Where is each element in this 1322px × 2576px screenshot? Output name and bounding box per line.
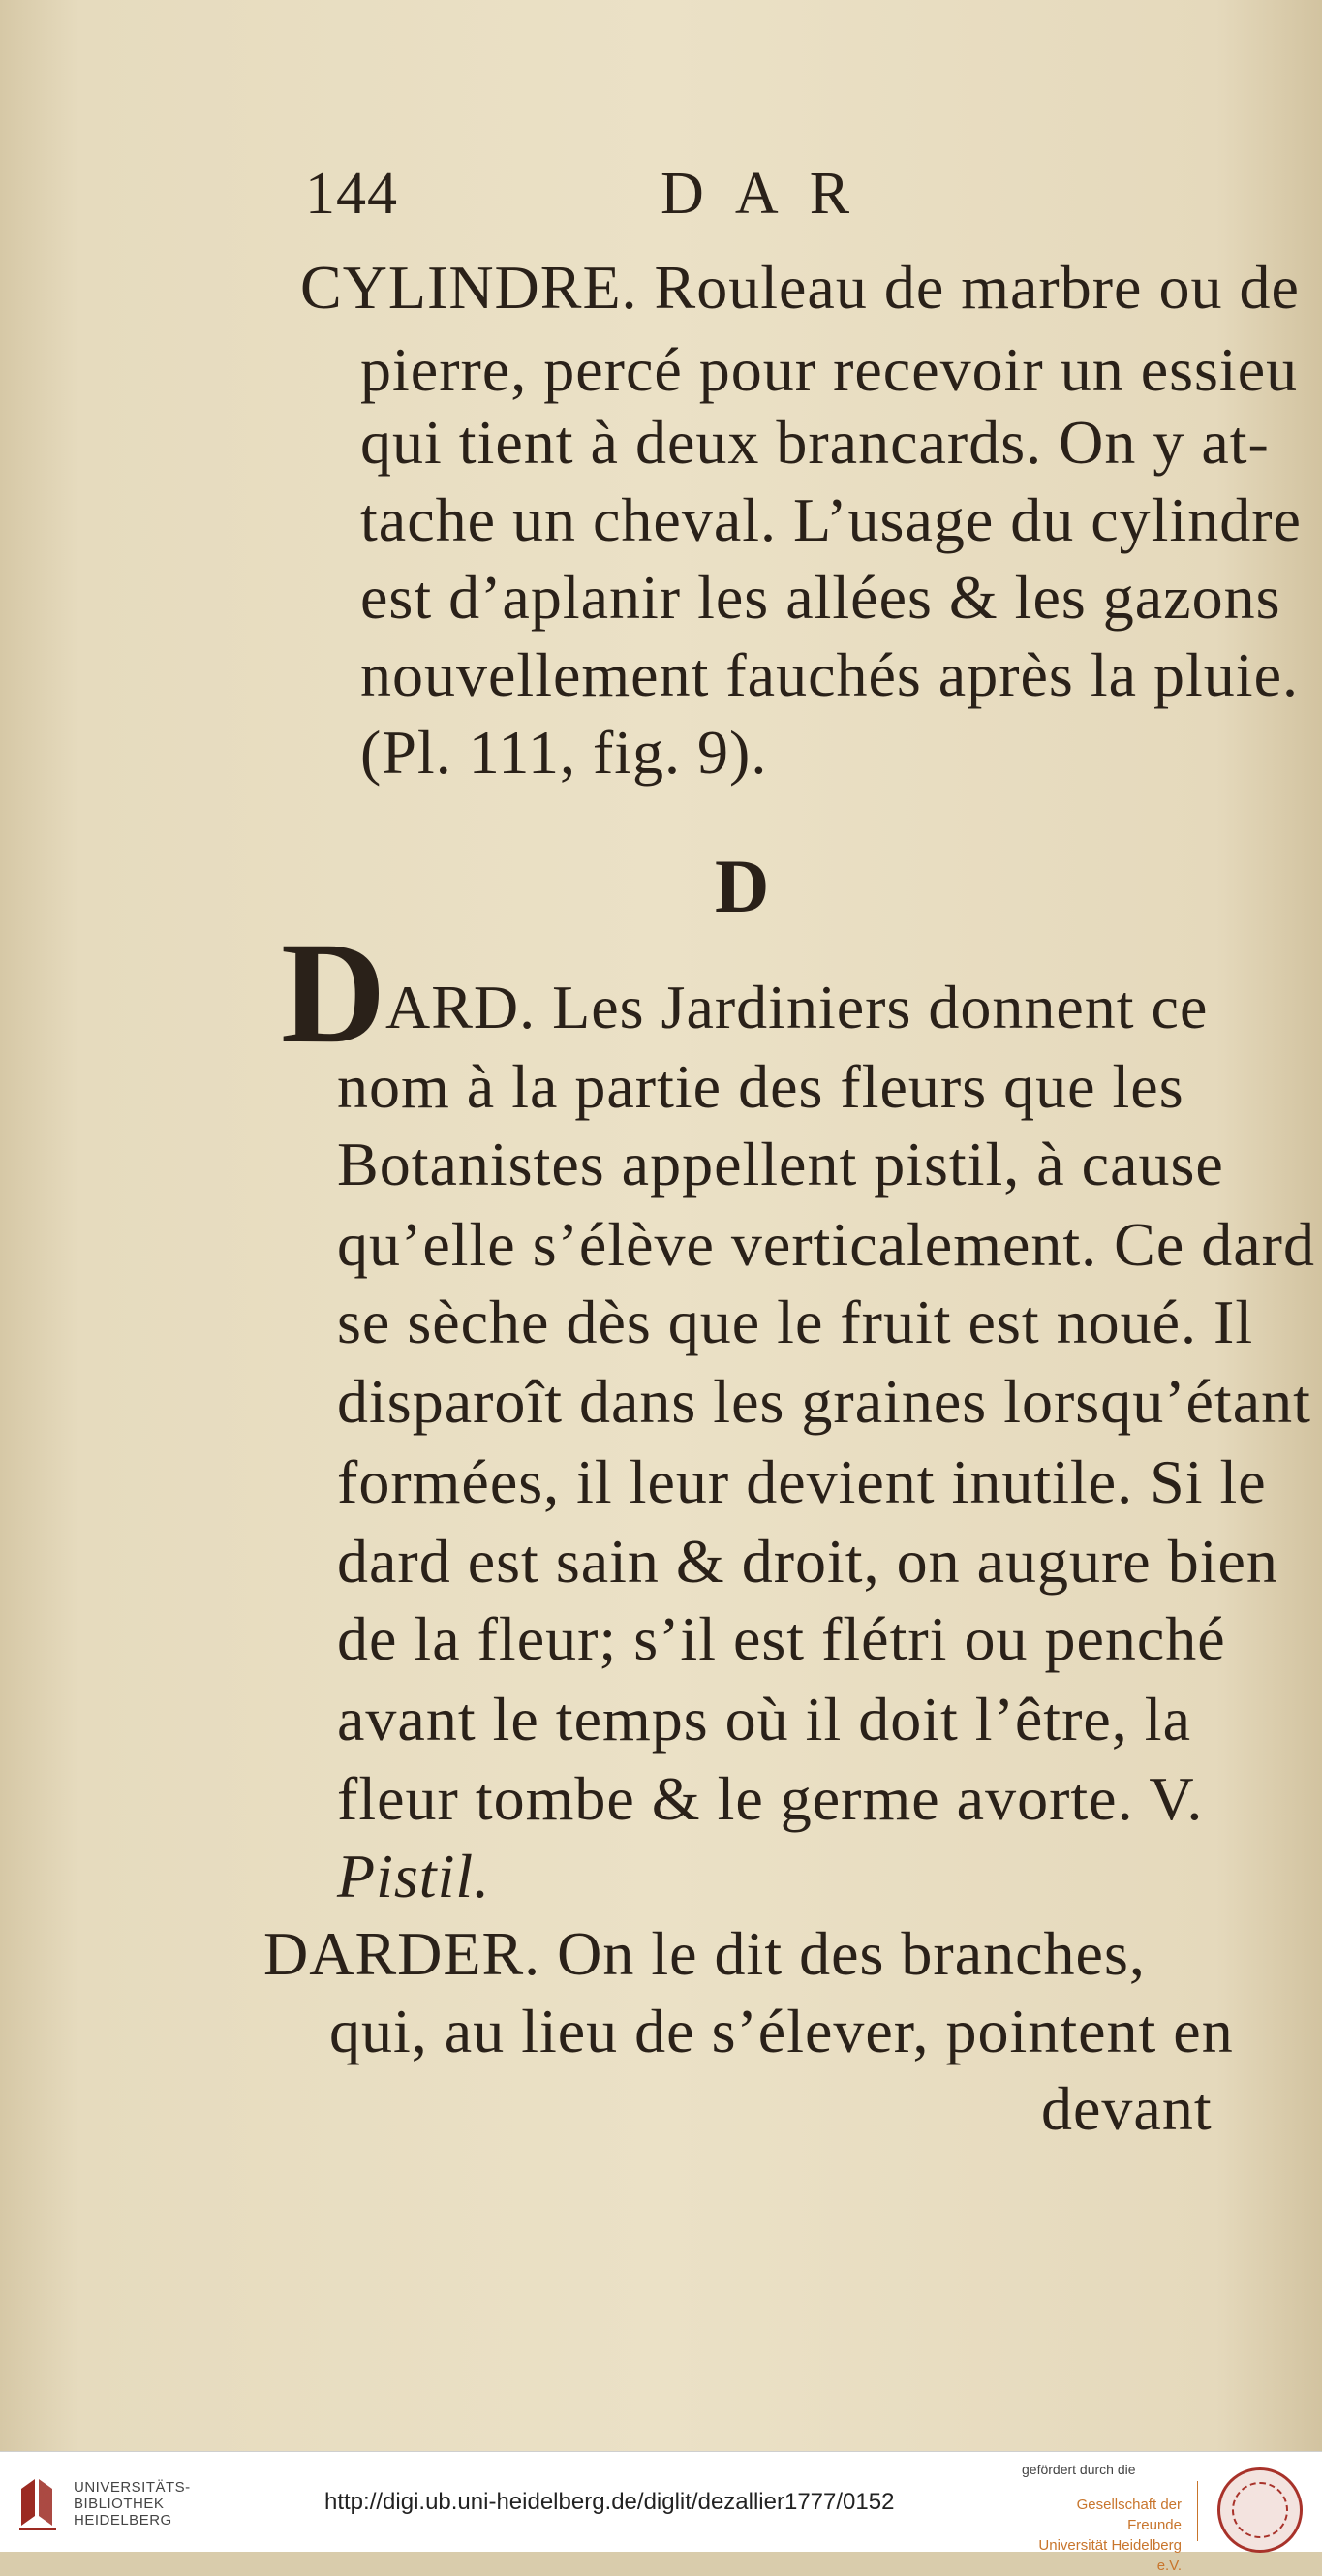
cylindre-line-2: pierre, percé pour recevoir un essieu bbox=[360, 335, 1299, 404]
darder-line-2: qui, au lieu de s’élever, pointent en bbox=[329, 1997, 1234, 2065]
society-name bbox=[1022, 2495, 1182, 2576]
permalink-url[interactable]: http://digi.ub.uni-heidelberg.de/diglit/dezallier1777/0152 bbox=[324, 2489, 895, 2515]
seal-inner-ring bbox=[1232, 2482, 1288, 2538]
society-name-line-1: Gesellschaft der Freunde bbox=[1076, 2497, 1182, 2533]
cylindre-line-6: nouvellement fauchés après la pluie. bbox=[360, 640, 1299, 709]
dard-line-10: avant le temps où il doit l’être, la bbox=[337, 1685, 1191, 1754]
dard-line-1: ARD. Les Jardiniers donnent ce bbox=[385, 973, 1209, 1041]
drop-cap: D bbox=[281, 913, 386, 1073]
dard-line-9: de la fleur; s’il est flétri ou penché bbox=[337, 1604, 1226, 1673]
university-library-logo-icon bbox=[14, 2473, 62, 2531]
library-name-line-2: BIBLIOTHEK bbox=[74, 2496, 165, 2512]
library-name-line-3: HEIDELBERG bbox=[74, 2512, 172, 2529]
running-title: D A R bbox=[661, 161, 860, 227]
cylindre-line-1: CYLINDRE. Rouleau de marbre ou de bbox=[300, 253, 1300, 322]
dard-line-2: nom à la partie des fleurs que les bbox=[337, 1052, 1184, 1121]
footer-bar bbox=[0, 2451, 1322, 2574]
cylindre-line-5: est d’aplanir les allées & les gazons bbox=[360, 563, 1281, 632]
cylindre-line-7: (Pl. 111, fig. 9). bbox=[360, 718, 768, 787]
funded-by-label: gefördert durch die bbox=[1022, 2462, 1136, 2477]
footer-divider bbox=[1197, 2481, 1198, 2541]
darder-line-1: DARDER. On le dit des branches, bbox=[263, 1919, 1146, 1988]
cylindre-line-4: tache un cheval. L’usage du cylindre bbox=[360, 485, 1302, 554]
dard-line-3: Botanistes appellent pistil, à cause bbox=[337, 1130, 1224, 1198]
dard-line-7: formées, il leur devient inutile. Si le bbox=[337, 1447, 1267, 1516]
page-number: 144 bbox=[305, 161, 398, 227]
section-letter: D bbox=[715, 844, 770, 928]
dard-line-4: qu’elle s’élève verticalement. Ce dard bbox=[337, 1210, 1315, 1279]
library-name-line-1: UNIVERSITÄTS- bbox=[74, 2479, 191, 2496]
dard-line-8: dard est sain & droit, on augure bien bbox=[337, 1527, 1278, 1596]
library-name bbox=[74, 2479, 191, 2529]
dard-line-5: se sèche dès que le fruit est noué. Il bbox=[337, 1288, 1254, 1356]
catchword: devant bbox=[1041, 2074, 1213, 2143]
dard-line-6: disparoît dans les graines lorsqu’étant bbox=[337, 1367, 1311, 1436]
cylindre-line-3: qui tient à deux brancards. On y at- bbox=[360, 408, 1270, 477]
dard-line-12: Pistil. bbox=[337, 1842, 491, 1910]
society-name-line-2: Universität Heidelberg e.V. bbox=[1038, 2537, 1182, 2574]
university-seal-icon bbox=[1217, 2467, 1303, 2553]
dard-line-11: fleur tombe & le germe avorte. V. bbox=[337, 1764, 1204, 1833]
